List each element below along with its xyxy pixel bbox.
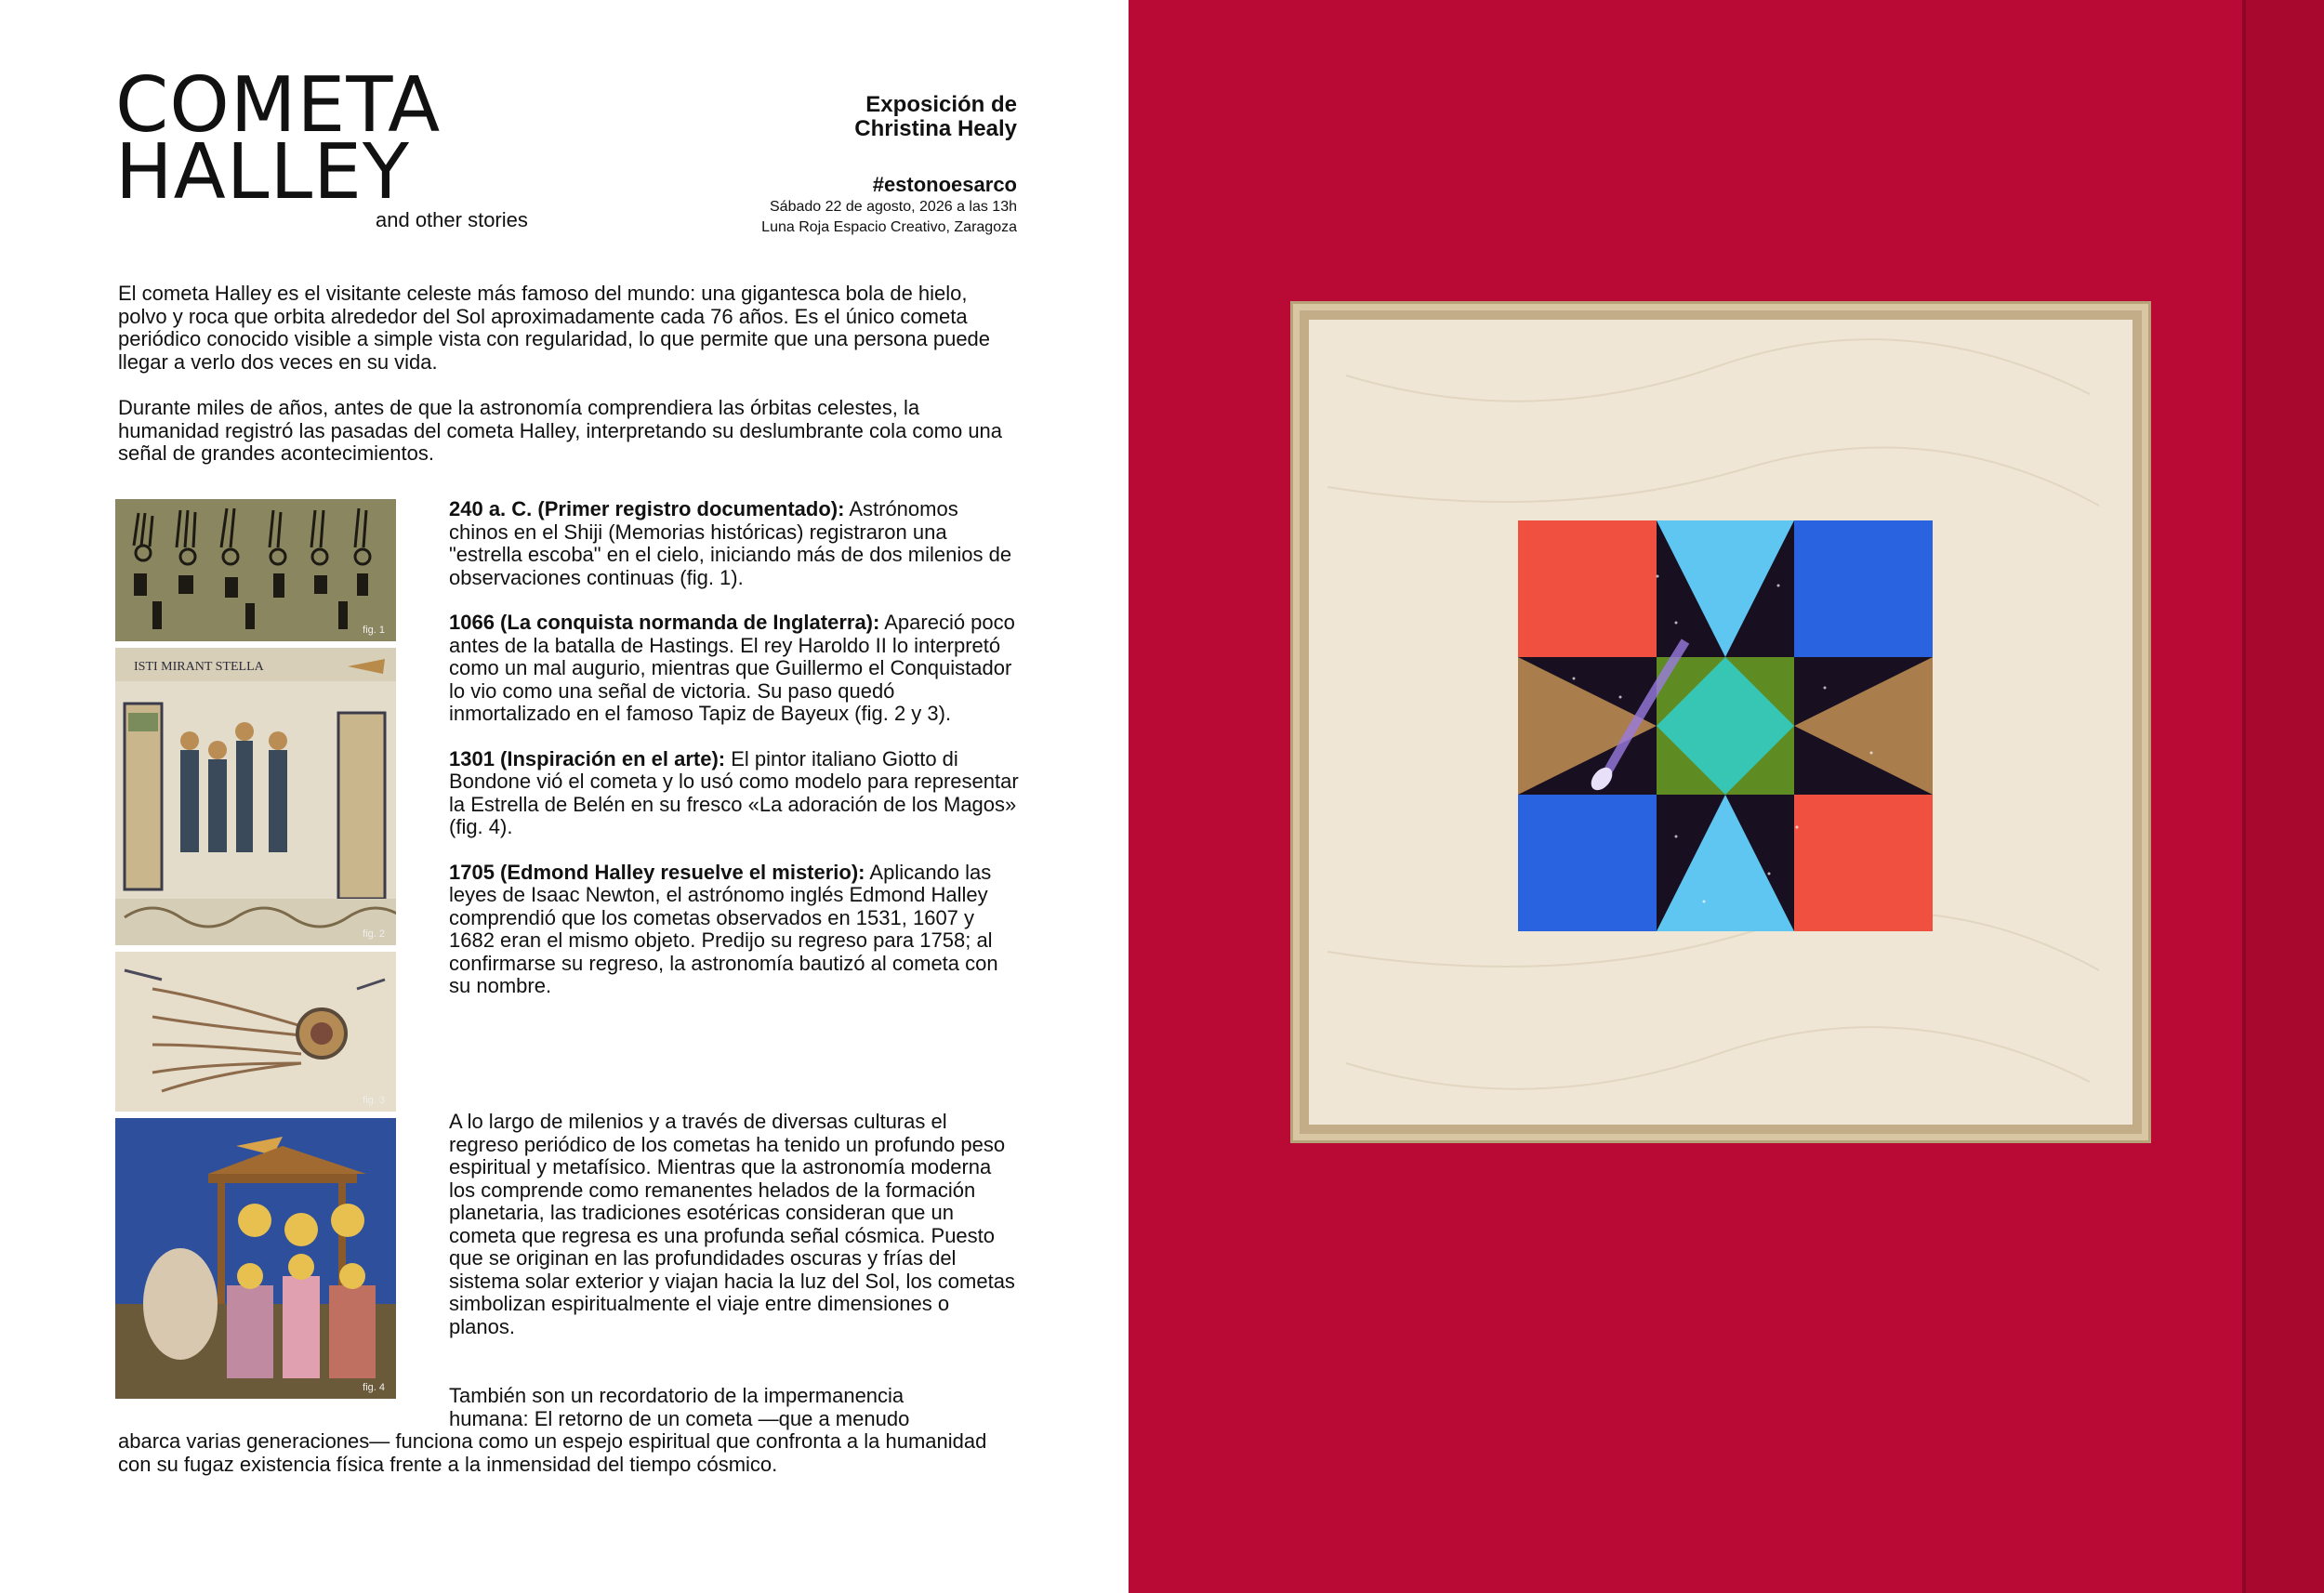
timeline-entry-heading: 240 a. C. (Primer registro documentado):	[449, 497, 845, 520]
exhibition-title-line-1: Exposición de	[865, 92, 1017, 117]
timeline-entry	[449, 612, 1020, 726]
page-title	[115, 61, 442, 217]
closing-rest: abarca varias generaciones— funciona como un espejo espiritual que confronta a la humanidad con su fugaz existencia física frente a la inmensidad del tiempo cósmico.	[118, 1429, 987, 1476]
intro-paragraph-2: Durante miles de años, antes de que la astronomía comprendiera las órbitas celestes, la humanidad registró las pasadas del cometa Halley, interpretando su deslumbrante cola como una señal de grandes acontecimientos.	[118, 396, 1003, 465]
figure-1-caption: fig. 1	[363, 625, 385, 636]
figure-3-bayeux-comet	[115, 952, 396, 1112]
closing-paragraph-1: A lo largo de milenios y a través de diversas culturas el regreso periódico de los cometas ha tenido un profundo peso espiritual y metafísico. Mientras que la astronomía moderna los comprende como remanentes helados de la formación planetaria, las tradiciones esotéricas consideran que un cometa que regresa es una profunda señal cósmica. Puesto que se originan en las profundidades oscuras y frías del sistema solar exterior y viajan hacia la luz del Sol, los cometas simbolizan espiritualmente el viaje entre dimensiones o planos.	[449, 1110, 1015, 1338]
title-line-2: HALLEY	[115, 128, 411, 217]
intro-text	[118, 283, 1020, 489]
timeline-entry	[449, 748, 1020, 839]
figure-4-giotto-adoration	[115, 1118, 396, 1399]
chinese-comet-drawings-image	[115, 499, 396, 641]
hashtag: #estonoesarco	[872, 173, 1017, 196]
figure-2-caption: fig. 2	[363, 928, 385, 940]
timeline-entry-heading: 1705 (Edmond Halley resuelve el misterio):	[449, 860, 865, 884]
figure-column	[115, 499, 398, 1405]
exhibition-title-line-2: Christina Healy	[854, 116, 1017, 141]
timeline	[449, 498, 1020, 1020]
exhibition-title	[534, 93, 1017, 141]
timeline-entry-body: Aplicando las leyes de Isaac Newton, el astrónomo inglés Edmond Halley comprendió que los cometas observados en 1531, 1607 y 1682 eran el mismo objeto. Predijo su regreso para 1758; al confirmarse su regreso, la astronomía bautizó al cometa con su nombre.	[449, 860, 998, 997]
timeline-entry	[449, 862, 1020, 998]
exhibition-info	[534, 93, 1017, 238]
red-square-top-left	[1518, 520, 1657, 657]
text-page	[0, 0, 1129, 1593]
timeline-entry-body: Astrónomos chinos en el Shiji (Memorias históricas) registraron una "estrella escoba" en el cielo, iniciando más de dos milenios de observaciones continuas (fig. 1).	[449, 497, 1012, 589]
closing-line-2: humana: El retorno de un cometa —que a menudo	[449, 1406, 910, 1430]
figure-4-caption: fig. 4	[363, 1382, 385, 1393]
page-subtitle: and other stories	[376, 208, 528, 231]
event-date: Sábado 22 de agosto, 2026 a las 13h	[770, 199, 1017, 215]
blue-square-bottom-left	[1518, 795, 1657, 931]
svg-text:ISTI MIRANT STELLA: ISTI MIRANT STELLA	[134, 660, 264, 674]
closing-text	[449, 1111, 1020, 1361]
title-line-1: COMETA	[115, 61, 442, 150]
timeline-entry-heading: 1066 (La conquista normanda de Inglaterra):	[449, 611, 880, 634]
timeline-entry-heading: 1301 (Inspiración en el arte):	[449, 746, 726, 770]
blue-square-top-right	[1794, 520, 1933, 657]
timeline-entry-body: Apareció poco antes de la batalla de Hastings. El rey Haroldo II lo interpretó como un mal augurio, mientras que Guillermo el Conquistador lo vio como una señal de victoria. Su paso quedó inmortalizado en el famoso Tapiz de Bayeux (fig. 2 y 3).	[449, 611, 1015, 725]
closing-line-1: También son un recordatorio de la impermanencia	[449, 1384, 905, 1407]
star-quilt-painting	[1518, 520, 1933, 931]
event-venue: Luna Roja Espacio Creativo, Zaragoza	[761, 219, 1017, 235]
figure-1-chinese-record	[115, 499, 396, 641]
figure-2-bayeux-tapestry	[115, 648, 396, 945]
giotto-fresco-image	[115, 1118, 396, 1399]
timeline-entry-body: El pintor italiano Giotto di Bondone vió el cometa y lo usó como modelo para representar la Estrella de Belén en su fresco «La adoración de los Magos» (fig. 4).	[449, 746, 1019, 838]
bayeux-tapestry-image	[115, 648, 396, 945]
intro-paragraph-1: El cometa Halley es el visitante celeste más famoso del mundo: una gigantesca bola de hielo, polvo y roca que orbita alrededor del Sol aproximadamente cada 76 años. Es el único cometa periódico conocido visible a simple vista con regularidad, lo que permite que una persona puede llegar a verlo dos veces en su vida.	[118, 282, 991, 374]
closing-paragraph-2	[118, 1385, 1020, 1476]
figure-3-caption: fig. 3	[363, 1095, 385, 1106]
red-square-bottom-right	[1794, 795, 1933, 931]
framed-artwork	[1290, 301, 2151, 1143]
bayeux-comet-image	[115, 952, 396, 1112]
timeline-entry	[449, 498, 1020, 589]
